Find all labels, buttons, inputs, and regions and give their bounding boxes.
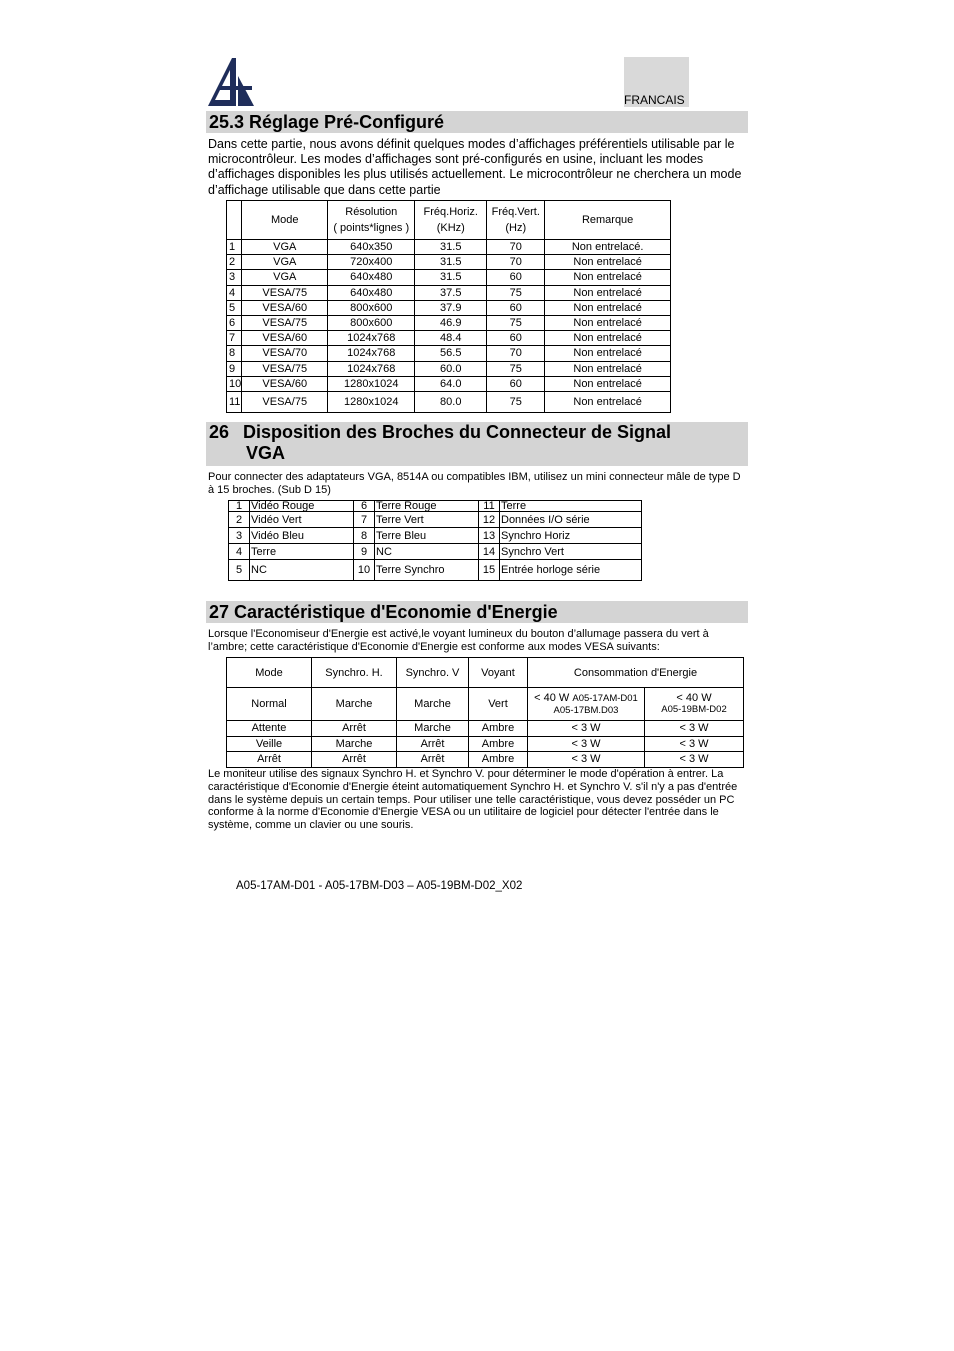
table-cell: 60 [487,331,545,346]
table-cell: Arrêt [312,721,397,737]
section-26-number: 26 [209,422,230,442]
table-cell: VESA/75 [242,391,328,412]
table-cell: VESA/75 [242,285,328,300]
table-cell: Arrêt [312,752,397,768]
table-row [229,528,642,544]
section-title-27: 27 Caractéristique d'Economie d'Energie [206,601,748,623]
table-cell: 12 [479,512,500,528]
table-cell: Non entrelacé. [545,240,671,255]
table-cell: Données I/O série [500,512,642,528]
table-cell: 800x600 [328,315,415,330]
table-row [227,391,671,412]
table-cell: 2 [227,255,242,270]
section-26-paragraph: Pour connecter des adaptateurs VGA, 8514A ou compatibles IBM, utilisez un mini connecteur mâle de type D à 15 broches. (Sub D 15) [208,471,741,496]
table-cell: Non entrelacé [545,346,671,361]
table-row [227,752,744,768]
table-cell: < 3 W [528,721,645,737]
table-cell: VESA/60 [242,331,328,346]
header-cell-resolution: Résolution ( points*lignes ) [328,201,415,240]
table-cell: Synchro Horiz [500,528,642,544]
table-cell: 1024x768 [328,361,415,376]
table-cell: Arrêt [397,736,469,752]
table-row [227,361,671,376]
header-cell-consumption: Consommation d'Energie [528,658,744,688]
table-row [227,270,671,285]
table-cell: 31.5 [415,255,487,270]
table-cell: 46.9 [415,315,487,330]
table-cell: 7 [354,512,375,528]
table-cell: NC [250,560,354,581]
table-cell: 37.5 [415,285,487,300]
table-cell: 1 [227,240,242,255]
table-row [229,512,642,528]
table-cell: 11 [227,391,242,412]
table-row [227,240,671,255]
table-cell: NC [375,544,479,560]
table-cell: < 3 W [528,736,645,752]
table-cell: VESA/75 [242,361,328,376]
header-cell-freq-v: Fréq.Vert. (Hz) [487,201,545,240]
table-cell: Attente [227,721,312,737]
table-cell: Terre Vert [375,512,479,528]
pin-assignment-table [228,500,642,581]
table-row [229,544,642,560]
table-cell: Vidéo Rouge [250,501,354,512]
table-cell: 75 [487,391,545,412]
table-cell: 75 [487,315,545,330]
table-cell: Non entrelacé [545,391,671,412]
power-saving-table [226,657,744,768]
table-header-row [227,201,671,240]
table-cell: VESA/60 [242,300,328,315]
table-cell: 31.5 [415,240,487,255]
table-cell: 60 [487,270,545,285]
table-cell: 80.0 [415,391,487,412]
language-label: FRANCAIS [624,93,685,107]
table-cell: 5 [227,300,242,315]
header-cell-synchro-v: Synchro. V [397,658,469,688]
header-cell-synchro-h: Synchro. H. [312,658,397,688]
table-cell: 3 [227,270,242,285]
header-cell-freq-h: Fréq.Horiz. (KHz) [415,201,487,240]
table-cell: < 3 W [645,736,744,752]
table-cell: 70 [487,346,545,361]
table-cell: 10 [354,560,375,581]
cell-consumption-17: < 40 W A05-17AM-D01 A05-17BM.D03 [528,688,645,721]
table-cell: Terre Rouge [375,501,479,512]
table-cell: Arrêt [227,752,312,768]
cell-voyant: Vert [469,688,528,721]
table-cell: Entrée horloge série [500,560,642,581]
table-row [227,255,671,270]
table-cell: < 3 W [528,752,645,768]
table-row [227,315,671,330]
section-27-paragraph: Lorsque l'Economiseur d'Energie est activé,le voyant lumineux du bouton d’allumage passera du vert à l’ambre; cette caractéristique d'Economie d'Energie est conforme aux modes VESA suivants: [208,628,709,653]
table-cell: 720x400 [328,255,415,270]
table-cell: Marche [312,736,397,752]
table-cell: VGA [242,270,328,285]
table-row [229,560,642,581]
table-cell: Veille [227,736,312,752]
table-cell: 1024x768 [328,346,415,361]
header-cell-index [227,201,242,240]
section-26-title-line2: VGA [246,443,286,463]
table-cell: 640x350 [328,240,415,255]
preset-modes-table [226,200,671,413]
cell-consumption-19: < 40 W A05-19BM-D02 [645,688,744,721]
cell-mode: Normal [227,688,312,721]
section-title-25-3: 25.3 Réglage Pré-Configuré [206,111,748,133]
table-cell: 6 [227,315,242,330]
header-cell-mode: Mode [242,201,328,240]
table-cell: Vidéo Vert [250,512,354,528]
table-cell: 10 [227,376,242,391]
table-cell: Arrêt [397,752,469,768]
table-cell: Ambre [469,752,528,768]
table-row [229,501,642,512]
table-cell: 2 [229,512,250,528]
table-cell: VESA/60 [242,376,328,391]
table-cell: 13 [479,528,500,544]
table-row [227,285,671,300]
footer-model-reference: A05-17AM-D01 - A05-17BM-D03 – A05-19BM-D02_X02 [236,880,523,892]
section-25-3-paragraph: Dans cette partie, nous avons définit quelques modes d’affichages préférentiels utilisable par le microcontrôleur. Les modes d’affichages sont pré-configurés en usine, incluant les modes d’affichages disponibles les plus utilisés actuellement. Le microcontrôleur ne cherchera un mode d’affichage utilisable que dans cette partie [208,137,742,197]
table-cell: VESA/70 [242,346,328,361]
table-cell: Ambre [469,721,528,737]
table-cell: 60 [487,376,545,391]
table-cell: 75 [487,285,545,300]
table-cell: VGA [242,255,328,270]
table-cell: 48.4 [415,331,487,346]
table-row [227,300,671,315]
table-cell: VGA [242,240,328,255]
header-cell-mode: Mode [227,658,312,688]
table-cell: Terre Synchro [375,560,479,581]
table-cell: 640x480 [328,285,415,300]
atlantis-logo-icon [208,56,254,106]
table-cell: 1024x768 [328,331,415,346]
header-cell-voyant: Voyant [469,658,528,688]
table-row [227,721,744,737]
table-cell: 8 [354,528,375,544]
table-row [227,736,744,752]
table-cell: 15 [479,560,500,581]
table-cell: 64.0 [415,376,487,391]
table-cell: Non entrelacé [545,255,671,270]
table-cell: Marche [397,721,469,737]
section-26-title-line1: Disposition des Broches du Connecteur de Signal [243,422,672,442]
table-row-normal [227,688,744,721]
table-cell: 1280x1024 [328,391,415,412]
table-cell: Non entrelacé [545,376,671,391]
table-cell: 4 [227,285,242,300]
table-cell: Non entrelacé [545,331,671,346]
section-title-26 [206,422,748,466]
table-row [227,376,671,391]
table-cell: 56.5 [415,346,487,361]
table-cell: 75 [487,361,545,376]
table-cell: 9 [354,544,375,560]
table-cell: 7 [227,331,242,346]
table-cell: Terre [250,544,354,560]
table-cell: Non entrelacé [545,285,671,300]
section-27-paragraph-2: Le moniteur utilise des signaux Synchro H. et Synchro V. pour déterminer le mode d'opération à entrer. La caractéristique d'Economie d'Energie éteint automatiquement Synchro H. et Synchro V. s'il n'y a pas d'entrée dans le système depuis un certain temps. Pour utiliser une telle caractéristique, vous devez posséder un PC conforme à la norme d'Economie d'Energie VESA ou un utilitaire de logiciel pour détecter l'entrée dans le système, comme un clavier ou une souris. [208,768,738,832]
table-row [227,346,671,361]
table-cell: 11 [479,501,500,512]
table-cell: 1280x1024 [328,376,415,391]
table-cell: 4 [229,544,250,560]
table-cell: Synchro Vert [500,544,642,560]
table-cell: < 3 W [645,721,744,737]
table-cell: 14 [479,544,500,560]
table-cell: Terre Bleu [375,528,479,544]
table-cell: Non entrelacé [545,270,671,285]
table-cell: Non entrelacé [545,361,671,376]
table-cell: Ambre [469,736,528,752]
table-cell: VESA/75 [242,315,328,330]
table-cell: 640x480 [328,270,415,285]
table-cell: 5 [229,560,250,581]
table-cell: 800x600 [328,300,415,315]
table-cell: 60.0 [415,361,487,376]
table-cell: Vidéo Bleu [250,528,354,544]
table-cell: 60 [487,300,545,315]
table-cell: 37.9 [415,300,487,315]
table-cell: 31.5 [415,270,487,285]
cell-synchro-v: Marche [397,688,469,721]
table-cell: 6 [354,501,375,512]
table-cell: 70 [487,240,545,255]
table-cell: 1 [229,501,250,512]
table-cell: < 3 W [645,752,744,768]
table-cell: 3 [229,528,250,544]
table-row [227,331,671,346]
table-cell: 9 [227,361,242,376]
table-cell: 70 [487,255,545,270]
table-cell: Non entrelacé [545,315,671,330]
header-cell-remark: Remarque [545,201,671,240]
cell-synchro-h: Marche [312,688,397,721]
table-cell: Terre [500,501,642,512]
table-header-row [227,658,744,688]
table-cell: Non entrelacé [545,300,671,315]
table-cell: 8 [227,346,242,361]
